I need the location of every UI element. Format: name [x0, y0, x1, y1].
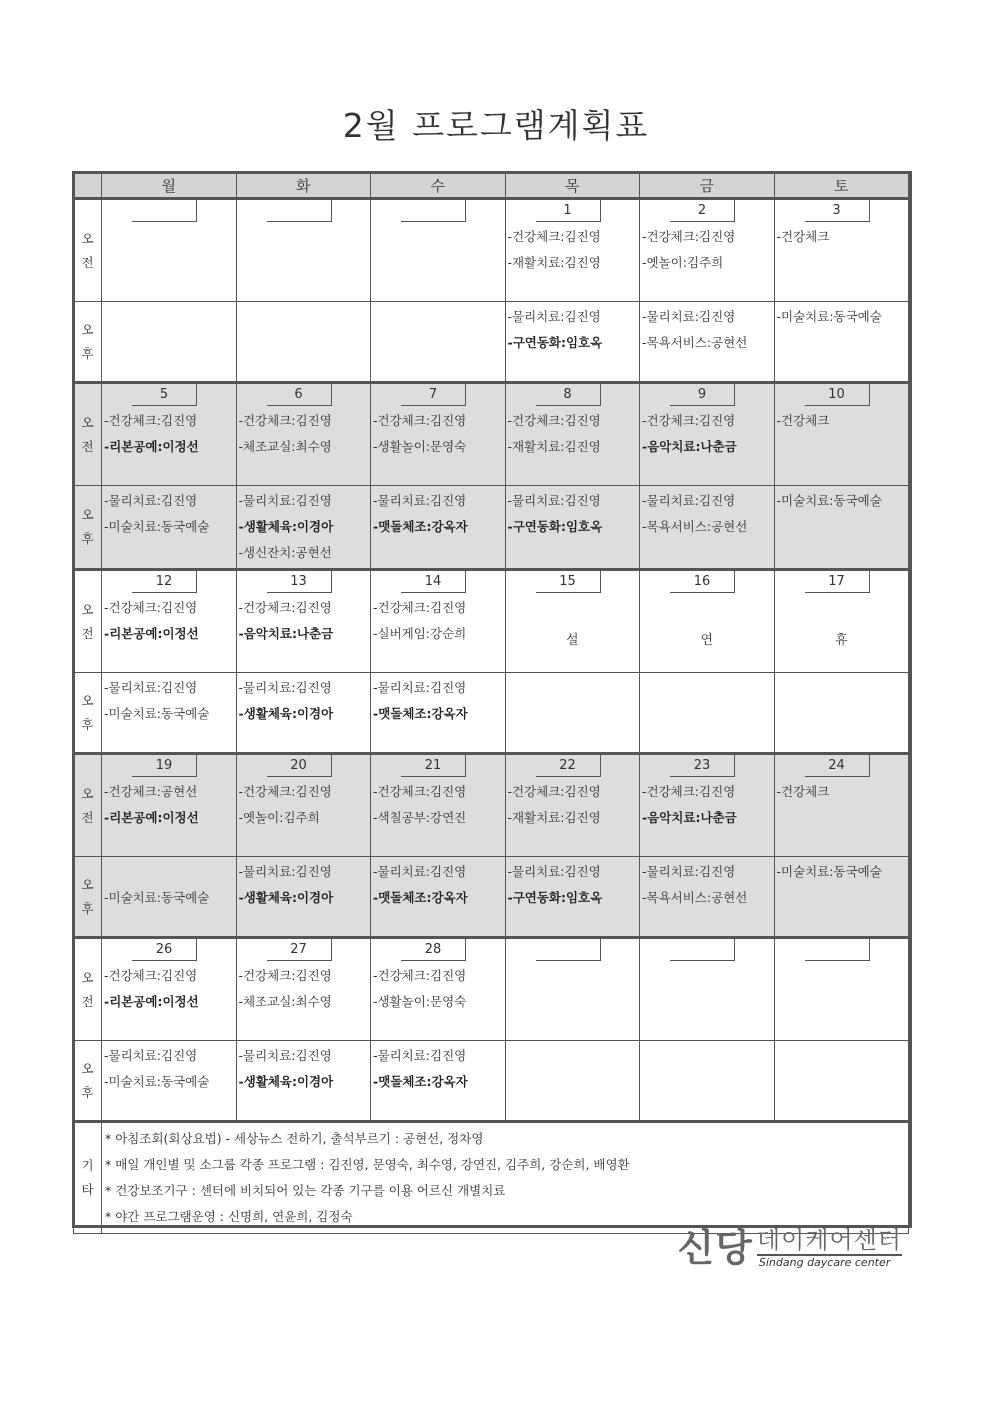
note-item: * 야간 프로그램운영 : 신명희, 연윤희, 김정숙 — [105, 1209, 353, 1224]
day-cell-pm — [236, 857, 371, 938]
program-list — [371, 1041, 505, 1097]
day-cell-pm — [236, 1041, 371, 1122]
program-item: -건강체크:김진영 — [507, 784, 601, 799]
program-list — [640, 593, 774, 597]
program-list — [102, 961, 236, 1017]
program-list — [640, 961, 774, 965]
date-number: 16 — [670, 571, 735, 593]
weekday-header: 목 — [505, 173, 640, 199]
am-label: 오 전 — [74, 754, 102, 857]
day-cell-am — [640, 570, 775, 673]
program-list — [775, 486, 909, 516]
program-item: -건강체크:김진영 — [238, 784, 332, 799]
day-cell-am — [102, 754, 237, 857]
logo-main-text: 신당 — [677, 1226, 753, 1270]
day-cell-am — [236, 199, 371, 302]
program-list — [237, 857, 371, 913]
day-cell-am — [236, 570, 371, 673]
date-number: 17 — [805, 571, 870, 593]
date-number: 5 — [132, 384, 197, 406]
program-list — [371, 222, 505, 226]
day-cell-pm — [236, 486, 371, 570]
program-item: -생활체육:이경아 — [238, 1074, 334, 1089]
program-item: -리본공예:이정선 — [104, 810, 199, 825]
date-number — [670, 939, 735, 961]
day-cell-am — [505, 570, 640, 673]
day-cell-pm — [505, 673, 640, 754]
date-number: 28 — [401, 939, 466, 961]
date-number: 7 — [401, 384, 466, 406]
program-item: -물리치료:김진영 — [507, 493, 601, 508]
program-item: -미술치료:동국예술 — [104, 1074, 210, 1089]
day-cell-pm — [640, 486, 775, 570]
program-item: -맷돌체조:강옥자 — [373, 890, 468, 905]
week-am-row — [74, 754, 909, 857]
program-list — [775, 406, 909, 436]
program-list — [371, 777, 505, 833]
day-cell-pm — [102, 486, 237, 570]
day-cell-am — [640, 199, 775, 302]
program-item: -맷돌체조:강옥자 — [373, 519, 468, 534]
program-item: -물리치료:김진영 — [642, 864, 736, 879]
weekday-header: 월 — [102, 173, 237, 199]
program-item: -구연동화:임호옥 — [507, 890, 603, 905]
center-logo — [677, 1226, 902, 1270]
holiday-label: 휴 — [834, 633, 848, 648]
program-item: -물리치료:김진영 — [373, 493, 467, 508]
pm-label: 오 후 — [74, 302, 102, 383]
date-number: 13 — [267, 571, 332, 593]
program-list — [775, 961, 909, 965]
week-am-row — [74, 199, 909, 302]
date-number: 2 — [670, 200, 735, 222]
program-list — [237, 302, 371, 306]
date-number — [536, 939, 601, 961]
program-item: -물리치료:김진영 — [104, 680, 198, 695]
day-cell-am — [371, 199, 506, 302]
program-list — [371, 302, 505, 306]
program-item: -건강체크:김진영 — [507, 229, 601, 244]
pm-label: 오 후 — [74, 673, 102, 754]
day-cell-pm — [371, 673, 506, 754]
program-item: -건강체크 — [776, 229, 830, 244]
day-cell-pm — [640, 673, 775, 754]
date-number — [132, 200, 197, 222]
program-list — [102, 777, 236, 833]
program-list — [506, 857, 640, 913]
program-item: -건강체크:김진영 — [238, 413, 332, 428]
program-item: -구연동화:임호옥 — [507, 335, 603, 350]
program-list — [506, 302, 640, 358]
pm-label: 오 후 — [74, 486, 102, 570]
program-list — [775, 302, 909, 332]
program-list — [237, 406, 371, 462]
date-number: 19 — [132, 755, 197, 777]
program-list — [506, 222, 640, 278]
day-cell-am — [774, 199, 909, 302]
date-number: 23 — [670, 755, 735, 777]
program-item: -생신잔치:공현선 — [238, 545, 332, 560]
day-cell-pm — [371, 486, 506, 570]
date-number: 10 — [805, 384, 870, 406]
program-item: -음악치료:나춘금 — [642, 439, 737, 454]
date-number: 8 — [536, 384, 601, 406]
program-schedule-table — [73, 172, 909, 1234]
pm-label: 오 후 — [74, 857, 102, 938]
day-cell-am — [102, 570, 237, 673]
program-item: -물리치료:김진영 — [373, 680, 467, 695]
program-item: -물리치료:김진영 — [373, 864, 467, 879]
program-list — [102, 1041, 236, 1097]
notes-list — [102, 1123, 908, 1233]
day-cell-am — [236, 754, 371, 857]
program-item: -건강체크:김진영 — [238, 600, 332, 615]
program-item: -물리치료:김진영 — [507, 864, 601, 879]
am-label: 오 전 — [74, 938, 102, 1041]
program-list — [371, 593, 505, 649]
program-list — [640, 406, 774, 462]
program-list — [640, 486, 774, 542]
program-list — [775, 593, 909, 597]
day-cell-am — [102, 383, 237, 486]
program-list — [506, 486, 640, 542]
program-list — [371, 673, 505, 729]
note-item: * 건강보조기구 : 센터에 비치되어 있는 각종 기구를 이용 어르신 개별치료 — [105, 1183, 506, 1198]
program-item: -물리치료:김진영 — [104, 1048, 198, 1063]
note-item: * 매일 개인별 및 소그룹 각종 프로그램 : 김진영, 문영숙, 최수영, 강연진, 김주희, 강순희, 배영환 — [105, 1157, 630, 1172]
day-cell-am — [774, 938, 909, 1041]
day-cell-am — [774, 754, 909, 857]
day-cell-am — [505, 383, 640, 486]
date-number: 12 — [132, 571, 197, 593]
am-label: 오 전 — [74, 199, 102, 302]
program-item: -구연동화:임호옥 — [507, 519, 603, 534]
program-item: -재활치료:김진영 — [507, 810, 601, 825]
week-pm-row — [74, 486, 909, 570]
day-cell-am — [371, 570, 506, 673]
program-item: -건강체크:김진영 — [373, 784, 467, 799]
day-cell-pm — [505, 857, 640, 938]
date-number: 26 — [132, 939, 197, 961]
program-item: -물리치료:김진영 — [507, 309, 601, 324]
program-item: -물리치료:김진영 — [238, 680, 332, 695]
day-cell-pm — [640, 1041, 775, 1122]
day-cell-am — [774, 570, 909, 673]
program-item: -건강체크:김진영 — [104, 413, 198, 428]
program-item: -생활놀이:문영숙 — [373, 439, 467, 454]
program-list — [640, 222, 774, 278]
notes-cell — [102, 1122, 909, 1234]
program-list — [640, 777, 774, 833]
weekday-header: 금 — [640, 173, 775, 199]
week-am-row — [74, 570, 909, 673]
program-list — [640, 857, 774, 913]
date-number: 15 — [536, 571, 601, 593]
program-item: -맷돌체조:강옥자 — [373, 1074, 468, 1089]
program-item: -옛놀이:김주희 — [642, 255, 724, 270]
program-item: -미술치료:동국예술 — [776, 493, 882, 508]
program-list — [237, 222, 371, 226]
program-item: -물리치료:김진영 — [373, 1048, 467, 1063]
program-item: -맷돌체조:강옥자 — [373, 706, 468, 721]
program-list — [102, 673, 236, 729]
program-list — [102, 222, 236, 226]
program-list — [237, 486, 371, 568]
program-item: -체조교실:최수영 — [238, 994, 332, 1009]
program-list — [640, 673, 774, 677]
date-number: 20 — [267, 755, 332, 777]
program-list — [237, 673, 371, 729]
program-list — [506, 673, 640, 677]
program-list — [775, 777, 909, 807]
program-item: -건강체크:김진영 — [373, 413, 467, 428]
weekday-header: 화 — [236, 173, 371, 199]
program-item: -리본공예:이정선 — [104, 994, 199, 1009]
program-item: -건강체크 — [776, 413, 830, 428]
day-cell-am — [505, 754, 640, 857]
day-cell-pm — [371, 1041, 506, 1122]
program-list — [102, 406, 236, 462]
program-list — [102, 486, 236, 542]
program-item — [104, 861, 236, 887]
day-cell-am — [102, 199, 237, 302]
day-cell-pm — [505, 302, 640, 383]
logo-english-text: Sindang daycare center — [757, 1254, 902, 1270]
weekday-header-row — [74, 173, 909, 199]
program-item: -물리치료:김진영 — [238, 1048, 332, 1063]
date-number: 22 — [536, 755, 601, 777]
day-cell-pm — [774, 673, 909, 754]
program-item: -재활치료:김진영 — [507, 255, 601, 270]
program-list — [775, 673, 909, 677]
program-list — [237, 777, 371, 833]
day-cell-pm — [236, 302, 371, 383]
date-number: 6 — [267, 384, 332, 406]
program-list — [102, 857, 236, 913]
program-item: -건강체크:공현선 — [104, 784, 198, 799]
day-cell-pm — [774, 857, 909, 938]
program-list — [102, 302, 236, 306]
date-number: 24 — [805, 755, 870, 777]
program-item: -리본공예:이정선 — [104, 439, 199, 454]
pm-label: 오 후 — [74, 1041, 102, 1122]
day-cell-am — [505, 938, 640, 1041]
program-item: -건강체크:김진영 — [373, 968, 467, 983]
program-item: -건강체크:김진영 — [507, 413, 601, 428]
date-number: 27 — [267, 939, 332, 961]
program-item: -건강체크 — [776, 784, 830, 799]
program-item: -목욕서비스:공현선 — [642, 519, 748, 534]
program-list — [102, 593, 236, 649]
day-cell-pm — [102, 1041, 237, 1122]
day-cell-am — [236, 383, 371, 486]
day-cell-pm — [505, 1041, 640, 1122]
day-cell-pm — [236, 673, 371, 754]
day-cell-am — [371, 938, 506, 1041]
program-list — [506, 961, 640, 965]
week-am-row — [74, 383, 909, 486]
program-list — [371, 961, 505, 1017]
notes-row — [74, 1122, 909, 1234]
program-list — [506, 777, 640, 833]
notes-label: 기 타 — [74, 1122, 102, 1234]
holiday-label: 연 — [700, 633, 714, 648]
program-item: -재활치료:김진영 — [507, 439, 601, 454]
day-cell-pm — [102, 673, 237, 754]
week-pm-row — [74, 302, 909, 383]
program-item: -건강체크:김진영 — [238, 968, 332, 983]
date-number — [805, 939, 870, 961]
program-item: -생활놀이:문영숙 — [373, 994, 467, 1009]
program-list — [775, 857, 909, 887]
program-item: -실버게임:강순희 — [373, 626, 467, 641]
week-pm-row — [74, 857, 909, 938]
day-cell-am — [640, 754, 775, 857]
program-item: -미술치료:동국예술 — [104, 706, 210, 721]
program-list — [506, 406, 640, 462]
day-cell-pm — [774, 1041, 909, 1122]
program-item: -음악치료:나춘금 — [642, 810, 737, 825]
program-list — [640, 302, 774, 358]
day-cell-pm — [640, 302, 775, 383]
date-number: 1 — [536, 200, 601, 222]
program-item: -옛놀이:김주희 — [238, 810, 320, 825]
day-cell-am — [371, 383, 506, 486]
am-label: 오 전 — [74, 570, 102, 673]
program-list — [237, 1041, 371, 1097]
program-item: -건강체크:김진영 — [642, 413, 736, 428]
date-number: 21 — [401, 755, 466, 777]
day-cell-pm — [774, 486, 909, 570]
day-cell-am — [774, 383, 909, 486]
program-list — [506, 1041, 640, 1045]
logo-korean-text: 데이케어센터 — [756, 1226, 902, 1254]
program-item: -건강체크:김진영 — [104, 968, 198, 983]
program-list — [506, 593, 640, 597]
program-item: -물리치료:김진영 — [642, 493, 736, 508]
program-item: -목욕서비스:공현선 — [642, 335, 748, 350]
day-cell-am — [505, 199, 640, 302]
date-number — [401, 200, 466, 222]
program-item: -물리치료:김진영 — [104, 493, 198, 508]
header-corner — [74, 173, 102, 199]
program-item: -음악치료:나춘금 — [238, 626, 334, 641]
program-list — [640, 1041, 774, 1045]
date-number — [267, 200, 332, 222]
day-cell-am — [102, 938, 237, 1041]
page-title: 2월 프로그램계획표 — [342, 106, 650, 145]
week-pm-row — [74, 1041, 909, 1122]
am-label: 오 전 — [74, 383, 102, 486]
date-number: 3 — [805, 200, 870, 222]
program-list — [371, 406, 505, 462]
day-cell-pm — [640, 857, 775, 938]
day-cell-am — [640, 383, 775, 486]
program-item: -색칠공부:강연진 — [373, 810, 467, 825]
program-list — [775, 222, 909, 252]
program-item: -건강체크:김진영 — [642, 229, 736, 244]
program-list — [371, 486, 505, 542]
day-cell-am — [640, 938, 775, 1041]
program-item: -물리치료:김진영 — [238, 493, 332, 508]
program-item: -리본공예:이정선 — [104, 626, 199, 641]
date-number: 9 — [670, 384, 735, 406]
program-item: -체조교실:최수영 — [238, 439, 332, 454]
program-list — [237, 961, 371, 1017]
program-item: -물리치료:김진영 — [238, 864, 332, 879]
day-cell-pm — [371, 302, 506, 383]
program-item: -미술치료:동국예술 — [776, 864, 882, 879]
day-cell-pm — [371, 857, 506, 938]
program-item: -생활체육:이경아 — [238, 519, 334, 534]
week-am-row — [74, 938, 909, 1041]
day-cell-am — [371, 754, 506, 857]
program-item: -목욕서비스:공현선 — [642, 890, 748, 905]
program-list — [775, 1041, 909, 1045]
week-pm-row — [74, 673, 909, 754]
program-item: -생활체육:이경아 — [238, 706, 334, 721]
day-cell-pm — [102, 857, 237, 938]
program-list — [371, 857, 505, 913]
day-cell-pm — [102, 302, 237, 383]
program-list — [237, 593, 371, 649]
program-item: -미술치료:동국예술 — [776, 309, 882, 324]
weekday-header: 수 — [371, 173, 506, 199]
program-item: -건강체크:김진영 — [642, 784, 736, 799]
note-item: * 아침조회(회상요법) - 세상뉴스 전하기, 출석부르기 : 공현선, 정차영 — [105, 1131, 484, 1146]
holiday-label: 설 — [565, 633, 579, 648]
program-item: -건강체크:김진영 — [373, 600, 467, 615]
weekday-header: 토 — [774, 173, 909, 199]
program-item: -물리치료:김진영 — [642, 309, 736, 324]
day-cell-am — [236, 938, 371, 1041]
program-item: -생활체육:이경아 — [238, 890, 334, 905]
day-cell-pm — [505, 486, 640, 570]
program-item: -건강체크:김진영 — [104, 600, 198, 615]
day-cell-pm — [774, 302, 909, 383]
program-item: -미술치료:동국예술 — [104, 519, 210, 534]
date-number: 14 — [401, 571, 466, 593]
program-item: -미술치료:동국예술 — [104, 890, 210, 905]
